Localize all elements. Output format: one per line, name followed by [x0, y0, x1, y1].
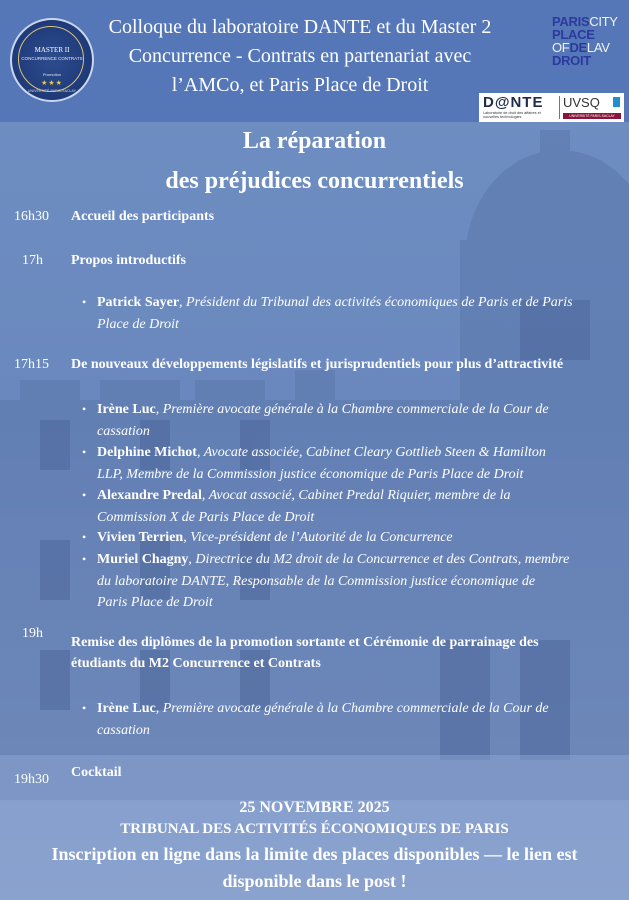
session-4-title-line-2: étudiants du M2 Concurrence et Contrats: [71, 656, 321, 671]
uvsq-logo-text: UVSQ: [563, 95, 600, 110]
speaker-irene-luc-ceremony: Irène Luc, Première avocate générale à la Chambre commerciale de la Cour de cassation: [97, 701, 549, 738]
event-title-line-2: des préjudices concurrentiels: [165, 168, 464, 194]
speaker-delphine-michot: Delphine Michot, Avocate associée, Cabinet Cleary Gottlieb Steen & Hamilton LLP, Membre de la Commission justice économique de Paris Place de Droit: [97, 445, 546, 482]
bullet-icon: •: [82, 701, 87, 715]
paris-place-de-droit-logo: PARISCITY PLACE OFDELAV DROIT: [552, 14, 618, 68]
time-slot-2: 17h: [22, 253, 43, 268]
speaker-alexandre-predal: Alexandre Predal, Avocat associé, Cabinet Predal Riquier, membre de la Commission X de Paris Place de Droit: [97, 488, 511, 525]
time-slot-3: 17h15: [14, 357, 49, 372]
stars-icon: ★★★: [41, 79, 63, 87]
speaker-irene-luc: Irène Luc, Première avocate générale à la Chambre commerciale de la Cour de cassation: [97, 402, 549, 439]
seal-promotion: Promotion: [42, 72, 62, 77]
dante-uvsq-logo: [479, 93, 624, 122]
session-5-title: Cocktail: [71, 765, 122, 780]
logo-divider: [559, 96, 560, 119]
bullet-icon: •: [82, 488, 87, 502]
seal-title: MASTER II: [34, 46, 70, 54]
master-seal-logo: [10, 18, 94, 102]
event-venue: TRIBUNAL DES ACTIVITÉS ÉCONOMIQUES DE PARIS: [120, 821, 509, 837]
bullet-icon: •: [82, 552, 87, 566]
bullet-icon: •: [82, 402, 87, 416]
uvsq-mark-icon: [613, 97, 620, 107]
header-title-line-1: Colloque du laboratoire DANTE et du Master 2: [108, 16, 492, 38]
dante-logo-text: D@NTE: [483, 94, 544, 111]
time-slot-5: 19h30: [14, 772, 49, 787]
header-title-line-2: Concurrence - Contrats en partenariat avec: [128, 45, 472, 67]
registration-note-line-2: disponible dans le post !: [222, 871, 407, 891]
bullet-icon: •: [82, 295, 87, 309]
paris-saclay-label: UNIVERSITÉ PARIS-SACLAY: [563, 113, 621, 119]
registration-note-line-1: Inscription en ligne dans la limite des places disponibles — le lien est: [51, 844, 578, 864]
session-3-title: De nouveaux développements législatifs et jurisprudentiels pour plus d’attractivité: [71, 357, 564, 372]
event-date: 25 NOVEMBRE 2025: [239, 799, 390, 816]
speaker-muriel-chagny: Muriel Chagny, Directrice du M2 droit de la Concurrence et des Contrats, membre du laboratoire DANTE, Responsable de la Commission justice économique de Paris Place de Droit: [97, 552, 570, 610]
session-2-title: Propos introductifs: [71, 253, 186, 268]
event-title-line-1: La réparation: [242, 128, 387, 154]
speaker-vivien-terrien: Vivien Terrien, Vice-président de l’Autorité de la Concurrence: [97, 530, 453, 545]
seal-subtitle: CONCURRENCE CONTRATS: [21, 56, 83, 61]
bullet-icon: •: [82, 530, 87, 544]
time-slot-4: 19h: [22, 626, 43, 641]
session-1-title: Accueil des participants: [71, 209, 215, 224]
speaker-patrick-sayer: Patrick Sayer, Président du Tribunal des activités économiques de Paris et de Paris Place de Droit: [97, 295, 573, 332]
time-slot-1: 16h30: [14, 209, 49, 224]
dante-logo-subtitle: Laboratoire de droit des affaires et nouvelles technologies: [483, 111, 541, 120]
session-4-title-line-1: Remise des diplômes de la promotion sortante et Cérémonie de parrainage des: [71, 635, 539, 650]
bullet-icon: •: [82, 445, 87, 459]
header-title-line-3: l’AMCo, et Paris Place de Droit: [171, 74, 429, 96]
seal-university: UNIVERSITÉ PARIS-SACLAY: [27, 89, 77, 93]
